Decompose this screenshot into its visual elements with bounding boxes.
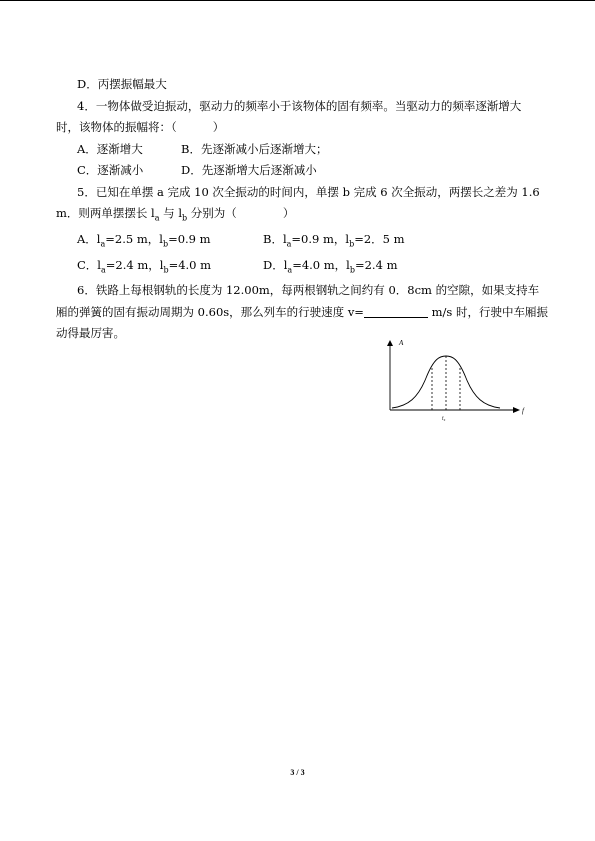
q5-option-b [263, 229, 405, 255]
q5-line-2-text-b: 与 l [159, 206, 183, 220]
page-top-border [0, 0, 595, 1]
q6-line-3: 动得最厉害。 [56, 326, 125, 341]
q6-line-2-text-a: 厢的弹簧的固有振动周期为 0.60s，那么列车的行驶速度 v= [56, 304, 364, 319]
q5-option-c-p1: C．l [77, 257, 101, 272]
subscript-a: a [100, 239, 106, 249]
subscript-a: a [100, 264, 106, 274]
subscript-a: a [154, 213, 160, 223]
q5-option-d-p1: D．l [263, 257, 288, 272]
q5-option-b-p1: B．l [263, 231, 287, 246]
page-number: 3 / 3 [290, 768, 305, 777]
subscript-b: b [349, 264, 355, 274]
q5-line-1: 5．已知在单摆 a 完成 10 次全振动的时间内，单摆 b 完成 6 次全振动，两摆长之差为 1.6 [77, 184, 540, 199]
x-axis-label: f [522, 407, 524, 415]
q5-option-b-p2: =0.9 m，l [291, 231, 350, 246]
q5-options-row-2 [56, 255, 548, 281]
q5-option-a-p2: =2.5 m，l [105, 231, 163, 246]
q5-line-2-text-c: 分别为（ [187, 206, 237, 220]
subscript-b: b [349, 239, 355, 249]
q5-option-c-p2: =2.4 m，l [105, 257, 164, 272]
q6-line-2 [56, 302, 548, 324]
subscript-b: b [182, 213, 188, 223]
y-axis-label: A [399, 339, 404, 347]
q6-line-1: 6．铁路上每根钢轨的长度为 12.00m，每两根钢轨之间约有 0．8cm 的空隙，如果支持车 [77, 283, 540, 298]
q5-option-d-p2: =4.0 m，l [292, 257, 350, 272]
x-tick-label: f₀ [442, 417, 446, 422]
q5-option-c [77, 255, 263, 281]
answer-underline [364, 305, 428, 318]
q4-line-2 [56, 117, 548, 139]
q4-options-row-1 [56, 139, 548, 161]
q4-option-b: B．先逐渐减小后逐渐增大； [181, 141, 328, 156]
q4-option-c: C．逐渐减小 [77, 163, 144, 177]
q5-options-row-1 [56, 229, 548, 255]
q5-option-d [263, 255, 397, 281]
q4-line-2-text: 时，该物体的振幅将：（ [56, 120, 177, 134]
q5-line-2-close: ） [282, 206, 295, 220]
q5-option-c-p3: =4.0 m [168, 257, 212, 272]
q5-option-a-p1: A．l [77, 231, 101, 246]
document-body [56, 74, 548, 345]
q5-option-a-p3: =0.9 m [168, 231, 211, 246]
option-d-text: D．丙摆振幅最大 [77, 77, 167, 91]
resonance-curve-figure [386, 336, 530, 428]
q5-option-b-p3: =2．5 m [354, 231, 405, 246]
x-axis-arrow-icon [513, 407, 520, 413]
q4-option-a: A．逐渐增大 [77, 141, 143, 156]
q4-option-d: D．先逐渐增大后逐渐减小 [181, 163, 317, 177]
q4-line-2-close: ） [212, 120, 225, 134]
q6-line-2-text-b: m/s 时，行驶中车厢振 [427, 304, 548, 319]
subscript-b: b [163, 264, 169, 274]
q5-line-2 [56, 203, 548, 229]
q5-option-d-p3: =2.4 m [354, 257, 398, 272]
subscript-a: a [286, 239, 292, 249]
subscript-a: a [287, 264, 293, 274]
q5-option-a [77, 229, 263, 255]
q4-options-row-2 [56, 160, 548, 182]
q4-line-1: 4．一物体做受迫振动，驱动力的频率小于该物体的固有频率。当驱动力的频率逐渐增大 [77, 98, 522, 113]
q5-line-2-text-a: m．则两单摆摆长 l [56, 206, 155, 220]
subscript-b: b [162, 239, 169, 249]
